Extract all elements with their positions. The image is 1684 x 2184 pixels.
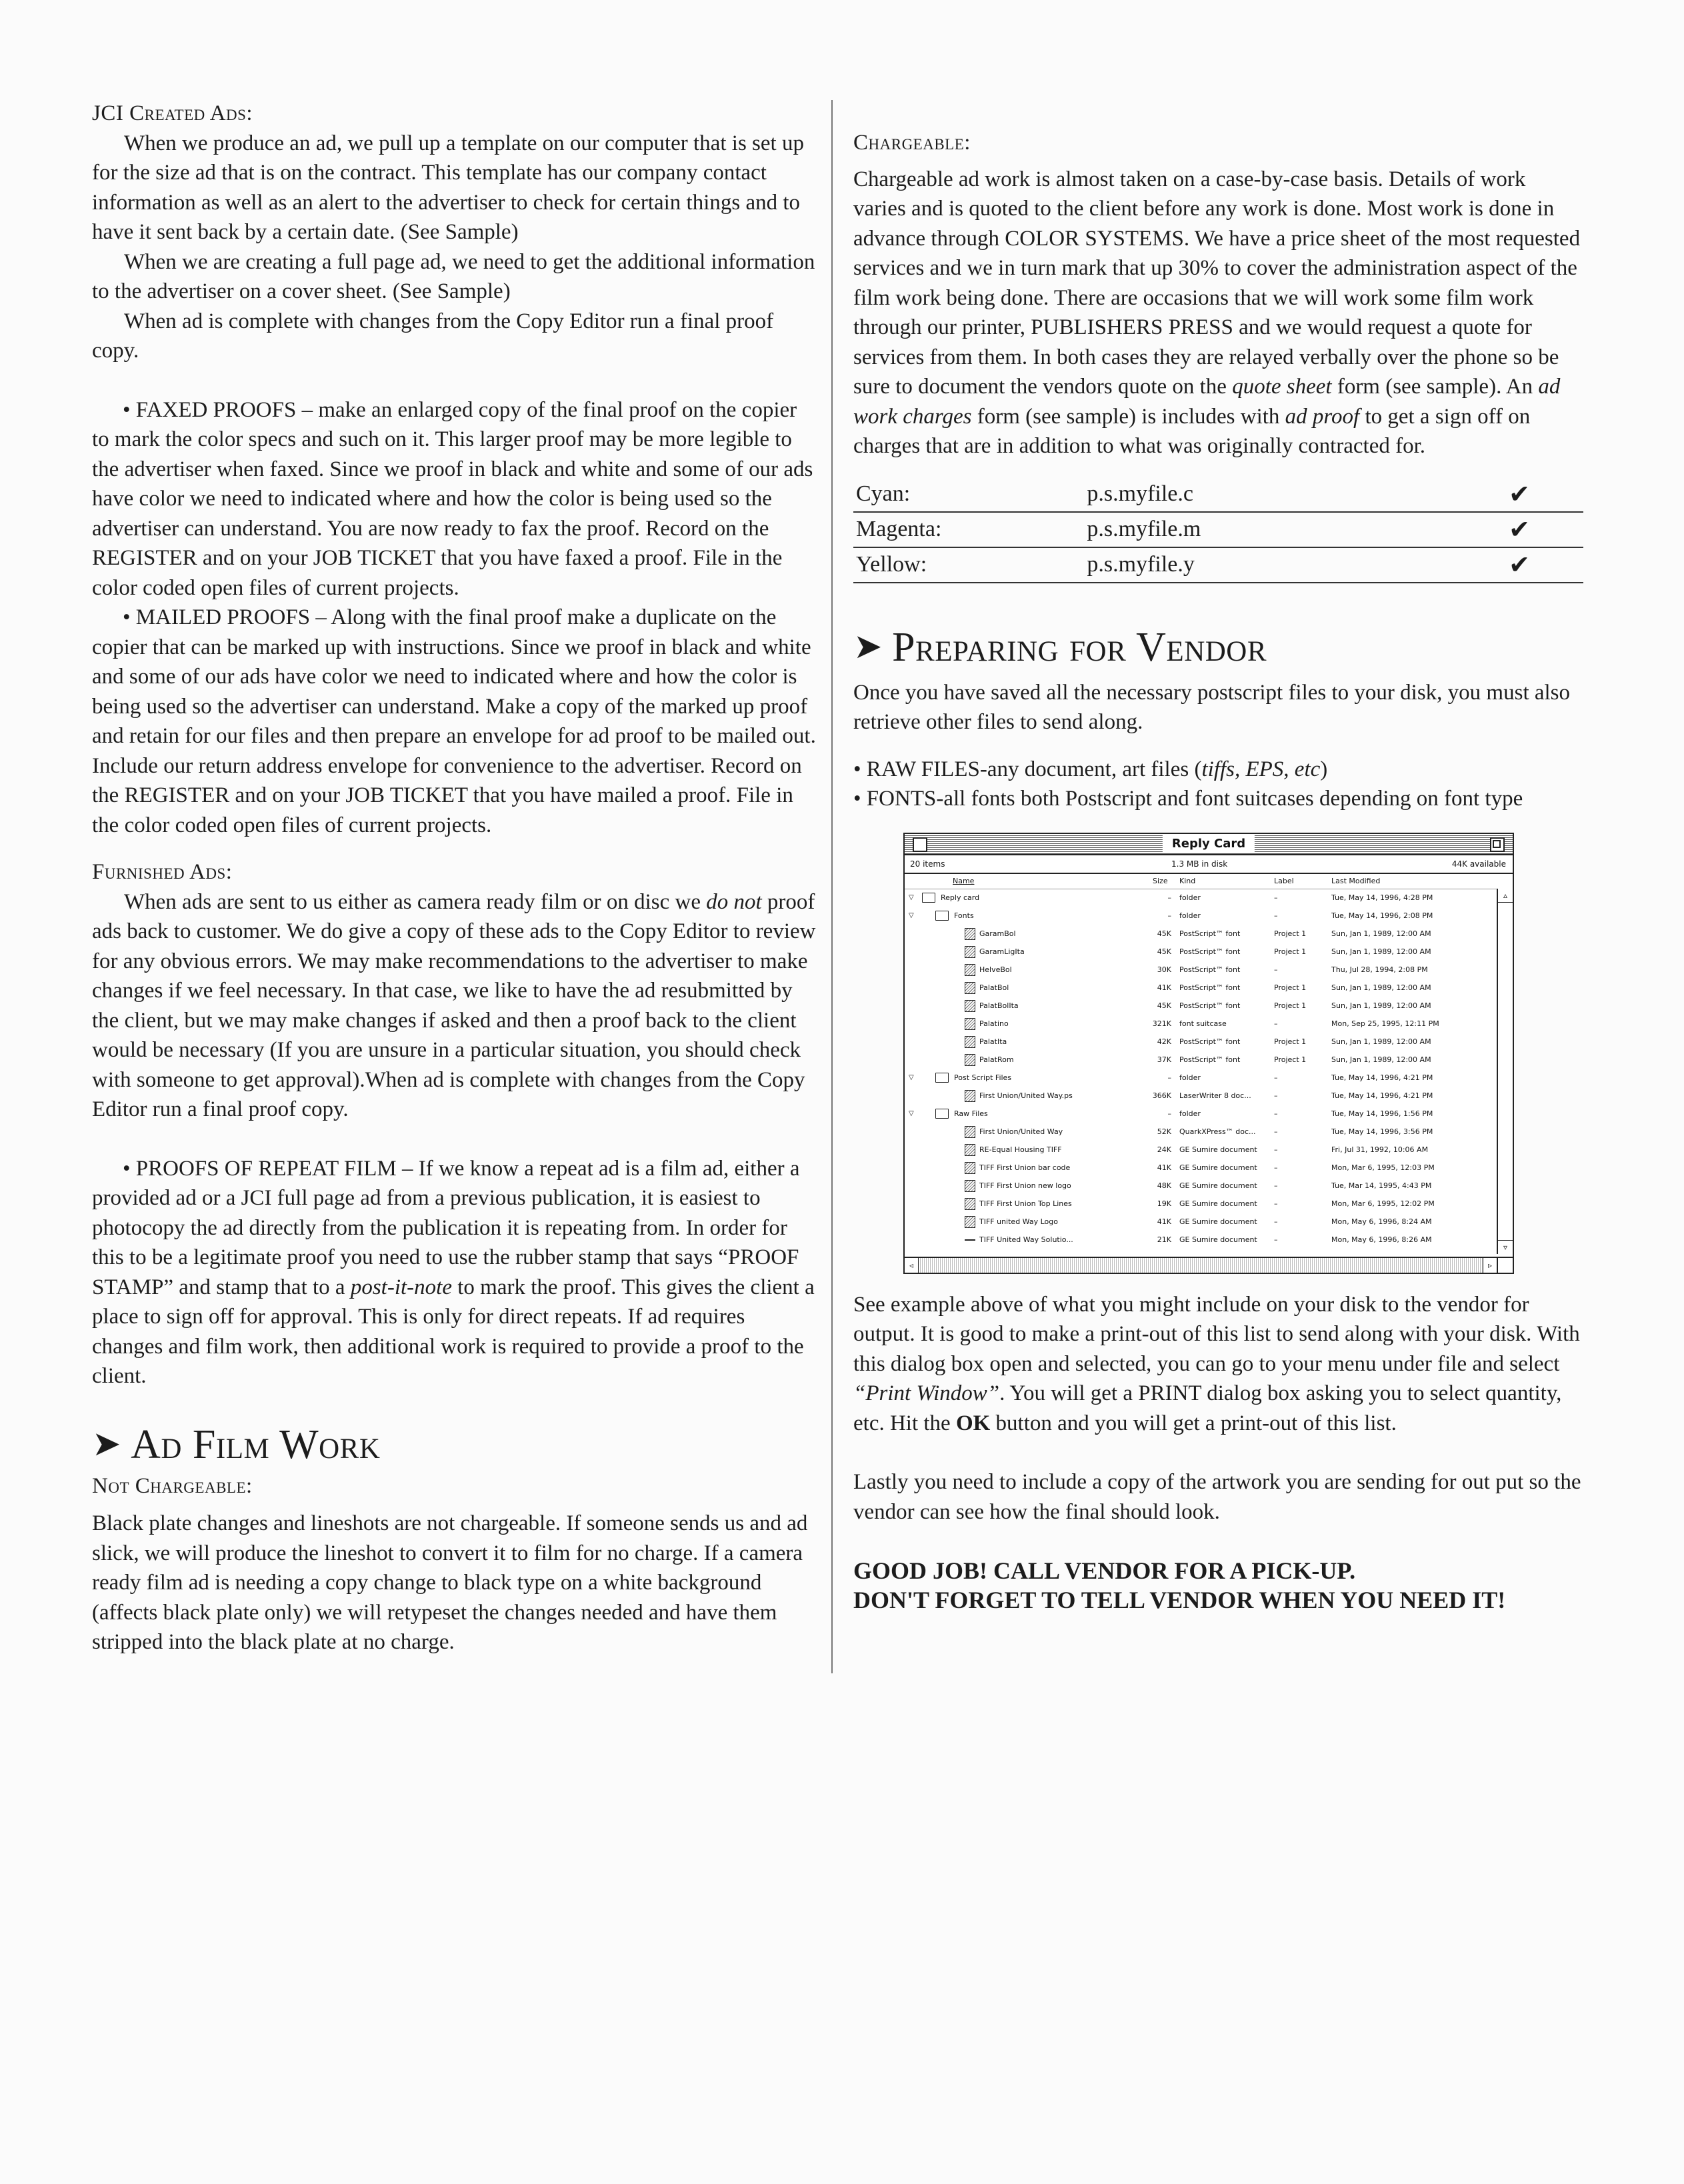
- window-info-bar: [905, 855, 1513, 874]
- file-size-cell: 41K: [1157, 983, 1171, 992]
- file-name-cell: TIFF First Union Top Lines: [965, 1195, 1072, 1213]
- file-kind-cell: PostScript™ font: [1179, 983, 1241, 992]
- disk-usage: 1.3 MB in disk: [1171, 859, 1228, 869]
- file-size-cell: 24K: [1157, 1145, 1171, 1154]
- file-kind-cell: folder: [1179, 1073, 1201, 1082]
- file-list: [905, 889, 1497, 1254]
- file-label-cell: –: [1274, 1019, 1278, 1028]
- furnished-paragraph: When ads are sent to us either as camera ready film or on disc we do not proof ads back to customer. We do give a copy of these ads to the Copy Editor to review for any obvious errors. We may make recommendations to the advertiser to make changes if we feel necessary. In that case, we like to have the ad resubmitted by the client, but we may make changes if asked and then a proof back to the client would be necessary (If you are unsure in a particular situation, you should check with someone to get approval).When ad is complete with changes from the Copy Editor run a final proof copy.: [92, 889, 816, 1121]
- file-modified-cell: Mon, Sep 25, 1995, 12:11 PM: [1331, 1019, 1439, 1028]
- folder-icon: [935, 1073, 949, 1083]
- file-size-cell: 41K: [1157, 1163, 1171, 1172]
- file-size-cell: –: [1167, 911, 1171, 920]
- file-kind-cell: PostScript™ font: [1179, 1037, 1241, 1046]
- file-kind-cell: folder: [1179, 911, 1201, 920]
- document-icon: [965, 1090, 975, 1102]
- folder-icon: [922, 893, 935, 903]
- kind-column-header[interactable]: Kind: [1179, 876, 1196, 885]
- file-name-cell: PalatRom: [965, 1051, 1014, 1069]
- scroll-left-arrow-icon[interactable]: ◃: [905, 1258, 919, 1273]
- file-modified-cell: Fri, Jul 31, 1992, 10:06 AM: [1331, 1145, 1429, 1154]
- file-kind-cell: GE Sumire document: [1179, 1163, 1257, 1172]
- file-label-cell: –: [1274, 1199, 1278, 1208]
- file-label-cell: –: [1274, 893, 1278, 902]
- label-column-header[interactable]: Label: [1274, 876, 1294, 885]
- file-size-cell: 366K: [1152, 1091, 1171, 1100]
- faxed-proofs-paragraph: • FAXED PROOFS – make an enlarged copy of the final proof on the copier to mark the color specs and such on it. This larger proof may be more legible to the advertiser when faxed. Since we proof in black and white and some of our ads have color we need to indicated where and how the color is being used so the advertiser can understand. You are now ready to fax the proof. Record on the REGISTER and on your JOB TICKET that you have faxed a proof. File in the color coded open files of current projects.: [92, 397, 813, 600]
- document-icon: [965, 1239, 975, 1241]
- file-label-cell: –: [1274, 1145, 1278, 1154]
- items-count: 20 items: [910, 859, 945, 869]
- plate-label: Yellow:: [853, 547, 1084, 583]
- window-title: Reply Card: [1163, 835, 1255, 853]
- raw-files-item: • RAW FILES-any document, art files (tiffs, EPS, etc): [853, 757, 1328, 781]
- table-row: [853, 477, 1583, 512]
- check-icon: ✔: [1387, 512, 1583, 547]
- not-chargeable-heading: Not Chargeable:: [92, 1473, 253, 1498]
- horizontal-scrollbar[interactable]: [905, 1257, 1497, 1273]
- file-name-cell: HelveBol: [965, 961, 1012, 979]
- list-item[interactable]: [905, 1141, 1497, 1159]
- ad-film-work-heading: ➤ Ad Film Work: [92, 1421, 381, 1467]
- file-kind-cell: GE Sumire document: [1179, 1199, 1257, 1208]
- arrow-icon: ➤: [92, 1425, 122, 1463]
- file-label-cell: –: [1274, 965, 1278, 974]
- file-modified-cell: Mon, Mar 6, 1995, 12:03 PM: [1331, 1163, 1435, 1172]
- lastly-paragraph: Lastly you need to include a copy of the artwork you are sending for out put so the vendor can see how the final should look.: [853, 1470, 1581, 1524]
- file-kind-cell: PostScript™ font: [1179, 965, 1241, 974]
- file-name-cell: TIFF united Way Logo: [965, 1213, 1058, 1231]
- chargeable-paragraph: Chargeable ad work is almost taken on a case-by-case basis. Details of work varies and is quoted to the client before any work is done. Most work is done in advance through COLOR SYSTEMS. We have a price sheet of the most requested services and we in turn mark that up 30% to cover the administration aspect of the film work being done. There are occasions that we will work some film work through our printer, PUBLISHERS PRESS and we would request a quote for services from them. In both cases they are relayed verbally over the phone so be sure to document the vendors quote on the quote sheet form (see sample). An ad work charges form (see sample) is includes with ad proof to get a sign off on charges that are in addition to what was originally contracted for.: [853, 167, 1581, 458]
- scroll-right-arrow-icon[interactable]: ▹: [1483, 1258, 1497, 1273]
- list-item[interactable]: [905, 1123, 1497, 1141]
- column-header: [905, 874, 1513, 889]
- available-space: 44K available: [1451, 859, 1506, 869]
- folder-icon: [935, 911, 949, 921]
- window-titlebar: [905, 834, 1513, 855]
- jci-paragraph-3: When ad is complete with changes from the Copy Editor run a final proof copy.: [92, 309, 774, 363]
- file-name-cell: Fonts: [935, 907, 974, 925]
- not-chargeable-paragraph: Black plate changes and lineshots are not chargeable. If someone sends us and ad slick, we will produce the lineshot to convert it to film for no charge. If a camera ready film ad is needing a copy change to black type on a white background (affects black plate only) we will retypeset the changes needed and have them stripped into the black plate at no charge.: [92, 1511, 808, 1654]
- plate-label: Cyan:: [853, 477, 1084, 512]
- resize-box-icon[interactable]: [1497, 1257, 1513, 1273]
- plate-file: p.s.myfile.m: [1084, 512, 1387, 547]
- plate-file: p.s.myfile.y: [1084, 547, 1387, 583]
- jci-created-ads-heading: JCI Created Ads:: [92, 101, 253, 125]
- file-modified-cell: Mon, May 6, 1996, 8:24 AM: [1331, 1217, 1432, 1226]
- scroll-down-arrow-icon[interactable]: ▿: [1498, 1240, 1513, 1254]
- file-modified-cell: Sun, Jan 1, 1989, 12:00 AM: [1331, 1055, 1431, 1064]
- column-divider: [831, 100, 833, 1673]
- file-name-cell: TIFF First Union new logo: [965, 1177, 1071, 1195]
- file-label-cell: Project 1: [1274, 1001, 1307, 1010]
- list-item[interactable]: [905, 925, 1497, 943]
- jci-paragraph-1: When we produce an ad, we pull up a template on our computer that is set up for the size ad that is on the contract. This template has our company contact information as well as an alert to the advertiser to check for certain things and to have it sent back by a certain date. (See Sample): [92, 131, 804, 244]
- file-name-cell: First Union/United Way: [965, 1123, 1063, 1141]
- file-name-cell: First Union/United Way.ps: [965, 1087, 1073, 1105]
- list-item[interactable]: [905, 1033, 1497, 1051]
- close-box-icon[interactable]: [913, 837, 927, 852]
- disclosure-triangle-icon[interactable]: ▽: [909, 911, 914, 919]
- file-size-cell: 30K: [1157, 965, 1171, 974]
- check-icon: ✔: [1387, 477, 1583, 512]
- table-row: [853, 512, 1583, 547]
- file-modified-cell: Tue, May 14, 1996, 4:21 PM: [1331, 1073, 1433, 1082]
- file-name-cell: TIFF First Union bar code: [965, 1159, 1070, 1177]
- file-modified-cell: Tue, May 14, 1996, 1:56 PM: [1331, 1109, 1433, 1118]
- file-kind-cell: PostScript™ font: [1179, 1001, 1241, 1010]
- file-size-cell: 48K: [1157, 1181, 1171, 1190]
- modified-column-header[interactable]: Last Modified: [1331, 876, 1381, 885]
- file-modified-cell: Tue, May 14, 1996, 2:08 PM: [1331, 911, 1433, 920]
- list-item[interactable]: [905, 1213, 1497, 1231]
- document-icon: [965, 964, 975, 976]
- file-size-cell: 45K: [1157, 947, 1171, 956]
- arrow-icon: ➤: [853, 627, 883, 666]
- name-column-header[interactable]: Name: [953, 876, 975, 885]
- list-item[interactable]: [905, 1177, 1497, 1195]
- scroll-up-arrow-icon[interactable]: ▵: [1498, 889, 1513, 903]
- file-label-cell: –: [1274, 1235, 1278, 1244]
- plate-file-table: [853, 477, 1583, 583]
- disclosure-triangle-icon[interactable]: ▽: [909, 893, 914, 901]
- document-icon: [965, 1144, 975, 1156]
- file-label-cell: Project 1: [1274, 983, 1307, 992]
- document-icon: [965, 1216, 975, 1228]
- file-kind-cell: folder: [1179, 893, 1201, 902]
- file-size-cell: 19K: [1157, 1199, 1171, 1208]
- vendor-intro-paragraph: Once you have saved all the necessary postscript files to your disk, you must also retrieve other files to send along.: [853, 680, 1571, 734]
- file-modified-cell: Sun, Jan 1, 1989, 12:00 AM: [1331, 947, 1431, 956]
- file-label-cell: –: [1274, 1181, 1278, 1190]
- chargeable-heading: Chargeable:: [853, 131, 971, 155]
- file-modified-cell: Sun, Jan 1, 1989, 12:00 AM: [1331, 983, 1431, 992]
- size-column-header[interactable]: Size: [1153, 876, 1168, 885]
- file-kind-cell: GE Sumire document: [1179, 1235, 1257, 1244]
- file-label-cell: Project 1: [1274, 947, 1307, 956]
- folder-icon: [935, 1109, 949, 1119]
- file-kind-cell: folder: [1179, 1109, 1201, 1118]
- file-modified-cell: Sun, Jan 1, 1989, 12:00 AM: [1331, 1001, 1431, 1010]
- file-name-cell: PalatBol: [965, 979, 1009, 997]
- file-kind-cell: GE Sumire document: [1179, 1217, 1257, 1226]
- list-item[interactable]: [905, 1231, 1497, 1249]
- closing-line-2: DON'T FORGET TO TELL VENDOR WHEN YOU NEED IT!: [853, 1587, 1506, 1613]
- file-name-cell: PalatBolIta: [965, 997, 1019, 1015]
- furnished-ads-heading: Furnished Ads:: [92, 860, 233, 884]
- fonts-item: • FONTS-all fonts both Postscript and font suitcases depending on font type: [853, 787, 1523, 811]
- file-modified-cell: Sun, Jan 1, 1989, 12:00 AM: [1331, 1037, 1431, 1046]
- file-name-cell: GaramBol: [965, 925, 1016, 943]
- file-label-cell: –: [1274, 1109, 1278, 1118]
- repeat-film-paragraph: • PROOFS OF REPEAT FILM – If we know a repeat ad is a film ad, either a provided ad or a JCI full page ad from a previous publication, it is easiest to photocopy the ad directly from the publication it is repeating from. In order for this to be a legitimate proof you need to use the rubber stamp that says “PROOF STAMP” and stamp that to a post-it-note to mark the proof. This gives the client a place to sign off for approval. This is only for direct repeats. If ad requires changes and film work, then additional work is required to provide a proof to the client.: [92, 1156, 815, 1388]
- file-kind-cell: GE Sumire document: [1179, 1181, 1257, 1190]
- document-icon: [965, 1180, 975, 1192]
- document-icon: [965, 946, 975, 958]
- file-size-cell: 42K: [1157, 1037, 1171, 1046]
- mailed-proofs-lead: • MAILED PROOFS –: [123, 605, 327, 629]
- plate-file: p.s.myfile.c: [1084, 477, 1387, 512]
- list-item[interactable]: [905, 907, 1497, 925]
- table-row: [853, 547, 1583, 583]
- file-modified-cell: Mon, Mar 6, 1995, 12:02 PM: [1331, 1199, 1435, 1208]
- mailed-proofs-paragraph: • MAILED PROOFS – Along with the final proof make a duplicate on the copier that can be marked up with instructions. Since we proof in black and white and some of our ads have color we need to indicated where and how the color is being used so the advertiser can understand. Make a copy of the marked up proof and retain for our files and then prepare an envelope for ad proof to be mailed out. Include our return address envelope for convenience to the advertiser. Record on the REGISTER and on your JOB TICKET that you have mailed a proof. File in the color coded open files of current projects.: [92, 605, 816, 837]
- file-size-cell: 45K: [1157, 1001, 1171, 1010]
- plate-label: Magenta:: [853, 512, 1084, 547]
- document-icon: [965, 1198, 975, 1210]
- file-name-cell: TIFF United Way Solutio...: [965, 1231, 1073, 1249]
- right-column: [853, 128, 1583, 1615]
- file-label-cell: –: [1274, 1073, 1278, 1082]
- file-kind-cell: LaserWriter 8 doc...: [1179, 1091, 1251, 1100]
- list-item[interactable]: [905, 1105, 1497, 1123]
- check-icon: ✔: [1387, 547, 1583, 583]
- file-name-cell: Post Script Files: [935, 1069, 1011, 1087]
- file-size-cell: –: [1167, 1109, 1171, 1118]
- example-paragraph: See example above of what you might include on your disk to the vendor for output. It is good to make a print-out of this list to send along with your disk. With this dialog box open and selected, you can go to your menu under file and select “Print Window”. You will get a PRINT dialog box asking you to select quantity, etc. Hit the OK button and you will get a print-out of this list.: [853, 1292, 1580, 1435]
- list-item[interactable]: [905, 1195, 1497, 1213]
- file-size-cell: 321K: [1152, 1019, 1171, 1028]
- document-icon: [965, 1036, 975, 1048]
- file-kind-cell: PostScript™ font: [1179, 947, 1241, 956]
- file-size-cell: 37K: [1157, 1055, 1171, 1064]
- file-modified-cell: Thu, Jul 28, 1994, 2:08 PM: [1331, 965, 1428, 974]
- left-column: [92, 99, 819, 1657]
- file-modified-cell: Tue, May 14, 1996, 4:28 PM: [1331, 893, 1433, 902]
- jci-paragraph-2: When we are creating a full page ad, we need to get the additional information to the advertiser on a cover sheet. (See Sample): [92, 249, 815, 303]
- file-size-cell: 52K: [1157, 1127, 1171, 1136]
- file-label-cell: –: [1274, 911, 1278, 920]
- repeat-film-lead: • PROOFS OF REPEAT FILM –: [123, 1156, 413, 1181]
- file-name-cell: GaramLigIta: [965, 943, 1025, 961]
- list-item[interactable]: [905, 979, 1497, 997]
- file-name-cell: Reply card: [922, 889, 979, 907]
- disclosure-triangle-icon[interactable]: ▽: [909, 1109, 914, 1117]
- file-name-cell: Palatino: [965, 1015, 1009, 1033]
- document-icon: [965, 1126, 975, 1138]
- file-size-cell: –: [1167, 1073, 1171, 1082]
- file-label-cell: Project 1: [1274, 929, 1307, 938]
- file-modified-cell: Tue, May 14, 1996, 3:56 PM: [1331, 1127, 1433, 1136]
- list-item[interactable]: [905, 1087, 1497, 1105]
- vertical-scrollbar[interactable]: [1497, 889, 1513, 1254]
- file-size-cell: 21K: [1157, 1235, 1171, 1244]
- list-item[interactable]: [905, 1051, 1497, 1069]
- file-modified-cell: Mon, May 6, 1996, 8:26 AM: [1331, 1235, 1432, 1244]
- file-kind-cell: GE Sumire document: [1179, 1145, 1257, 1154]
- document-icon: [965, 982, 975, 994]
- finder-window: [903, 833, 1514, 1274]
- file-size-cell: 45K: [1157, 929, 1171, 938]
- file-kind-cell: PostScript™ font: [1179, 1055, 1241, 1064]
- document-icon: [965, 1162, 975, 1174]
- document-icon: [965, 1000, 975, 1012]
- file-modified-cell: Tue, May 14, 1996, 4:21 PM: [1331, 1091, 1433, 1100]
- list-item[interactable]: [905, 1069, 1497, 1087]
- list-item[interactable]: [905, 889, 1497, 907]
- document-icon: [965, 1054, 975, 1066]
- file-kind-cell: QuarkXPress™ doc...: [1179, 1127, 1256, 1136]
- file-label-cell: –: [1274, 1217, 1278, 1226]
- disclosure-triangle-icon[interactable]: ▽: [909, 1073, 914, 1081]
- file-size-cell: –: [1167, 893, 1171, 902]
- closing-line-1: GOOD JOB! CALL VENDOR FOR A PICK-UP.: [853, 1557, 1356, 1584]
- file-modified-cell: Sun, Jan 1, 1989, 12:00 AM: [1331, 929, 1431, 938]
- list-item[interactable]: [905, 1015, 1497, 1033]
- file-kind-cell: PostScript™ font: [1179, 929, 1241, 938]
- document-icon: [965, 1018, 975, 1030]
- file-name-cell: PalatIta: [965, 1033, 1007, 1051]
- zoom-box-icon[interactable]: [1490, 837, 1505, 852]
- file-label-cell: Project 1: [1274, 1055, 1307, 1064]
- file-name-cell: RE-Equal Housing TIFF: [965, 1141, 1062, 1159]
- list-item[interactable]: [905, 961, 1497, 979]
- file-label-cell: Project 1: [1274, 1037, 1307, 1046]
- file-label-cell: –: [1274, 1163, 1278, 1172]
- file-label-cell: –: [1274, 1091, 1278, 1100]
- file-label-cell: –: [1274, 1127, 1278, 1136]
- preparing-for-vendor-heading: ➤ Preparing for Vendor: [853, 624, 1267, 670]
- document-icon: [965, 928, 975, 940]
- faxed-proofs-lead: • FAXED PROOFS –: [123, 397, 313, 422]
- list-item[interactable]: [905, 1159, 1497, 1177]
- file-modified-cell: Tue, Mar 14, 1995, 4:43 PM: [1331, 1181, 1432, 1190]
- list-item[interactable]: [905, 943, 1497, 961]
- file-kind-cell: font suitcase: [1179, 1019, 1227, 1028]
- file-size-cell: 41K: [1157, 1217, 1171, 1226]
- list-item[interactable]: [905, 997, 1497, 1015]
- file-name-cell: Raw Files: [935, 1105, 988, 1123]
